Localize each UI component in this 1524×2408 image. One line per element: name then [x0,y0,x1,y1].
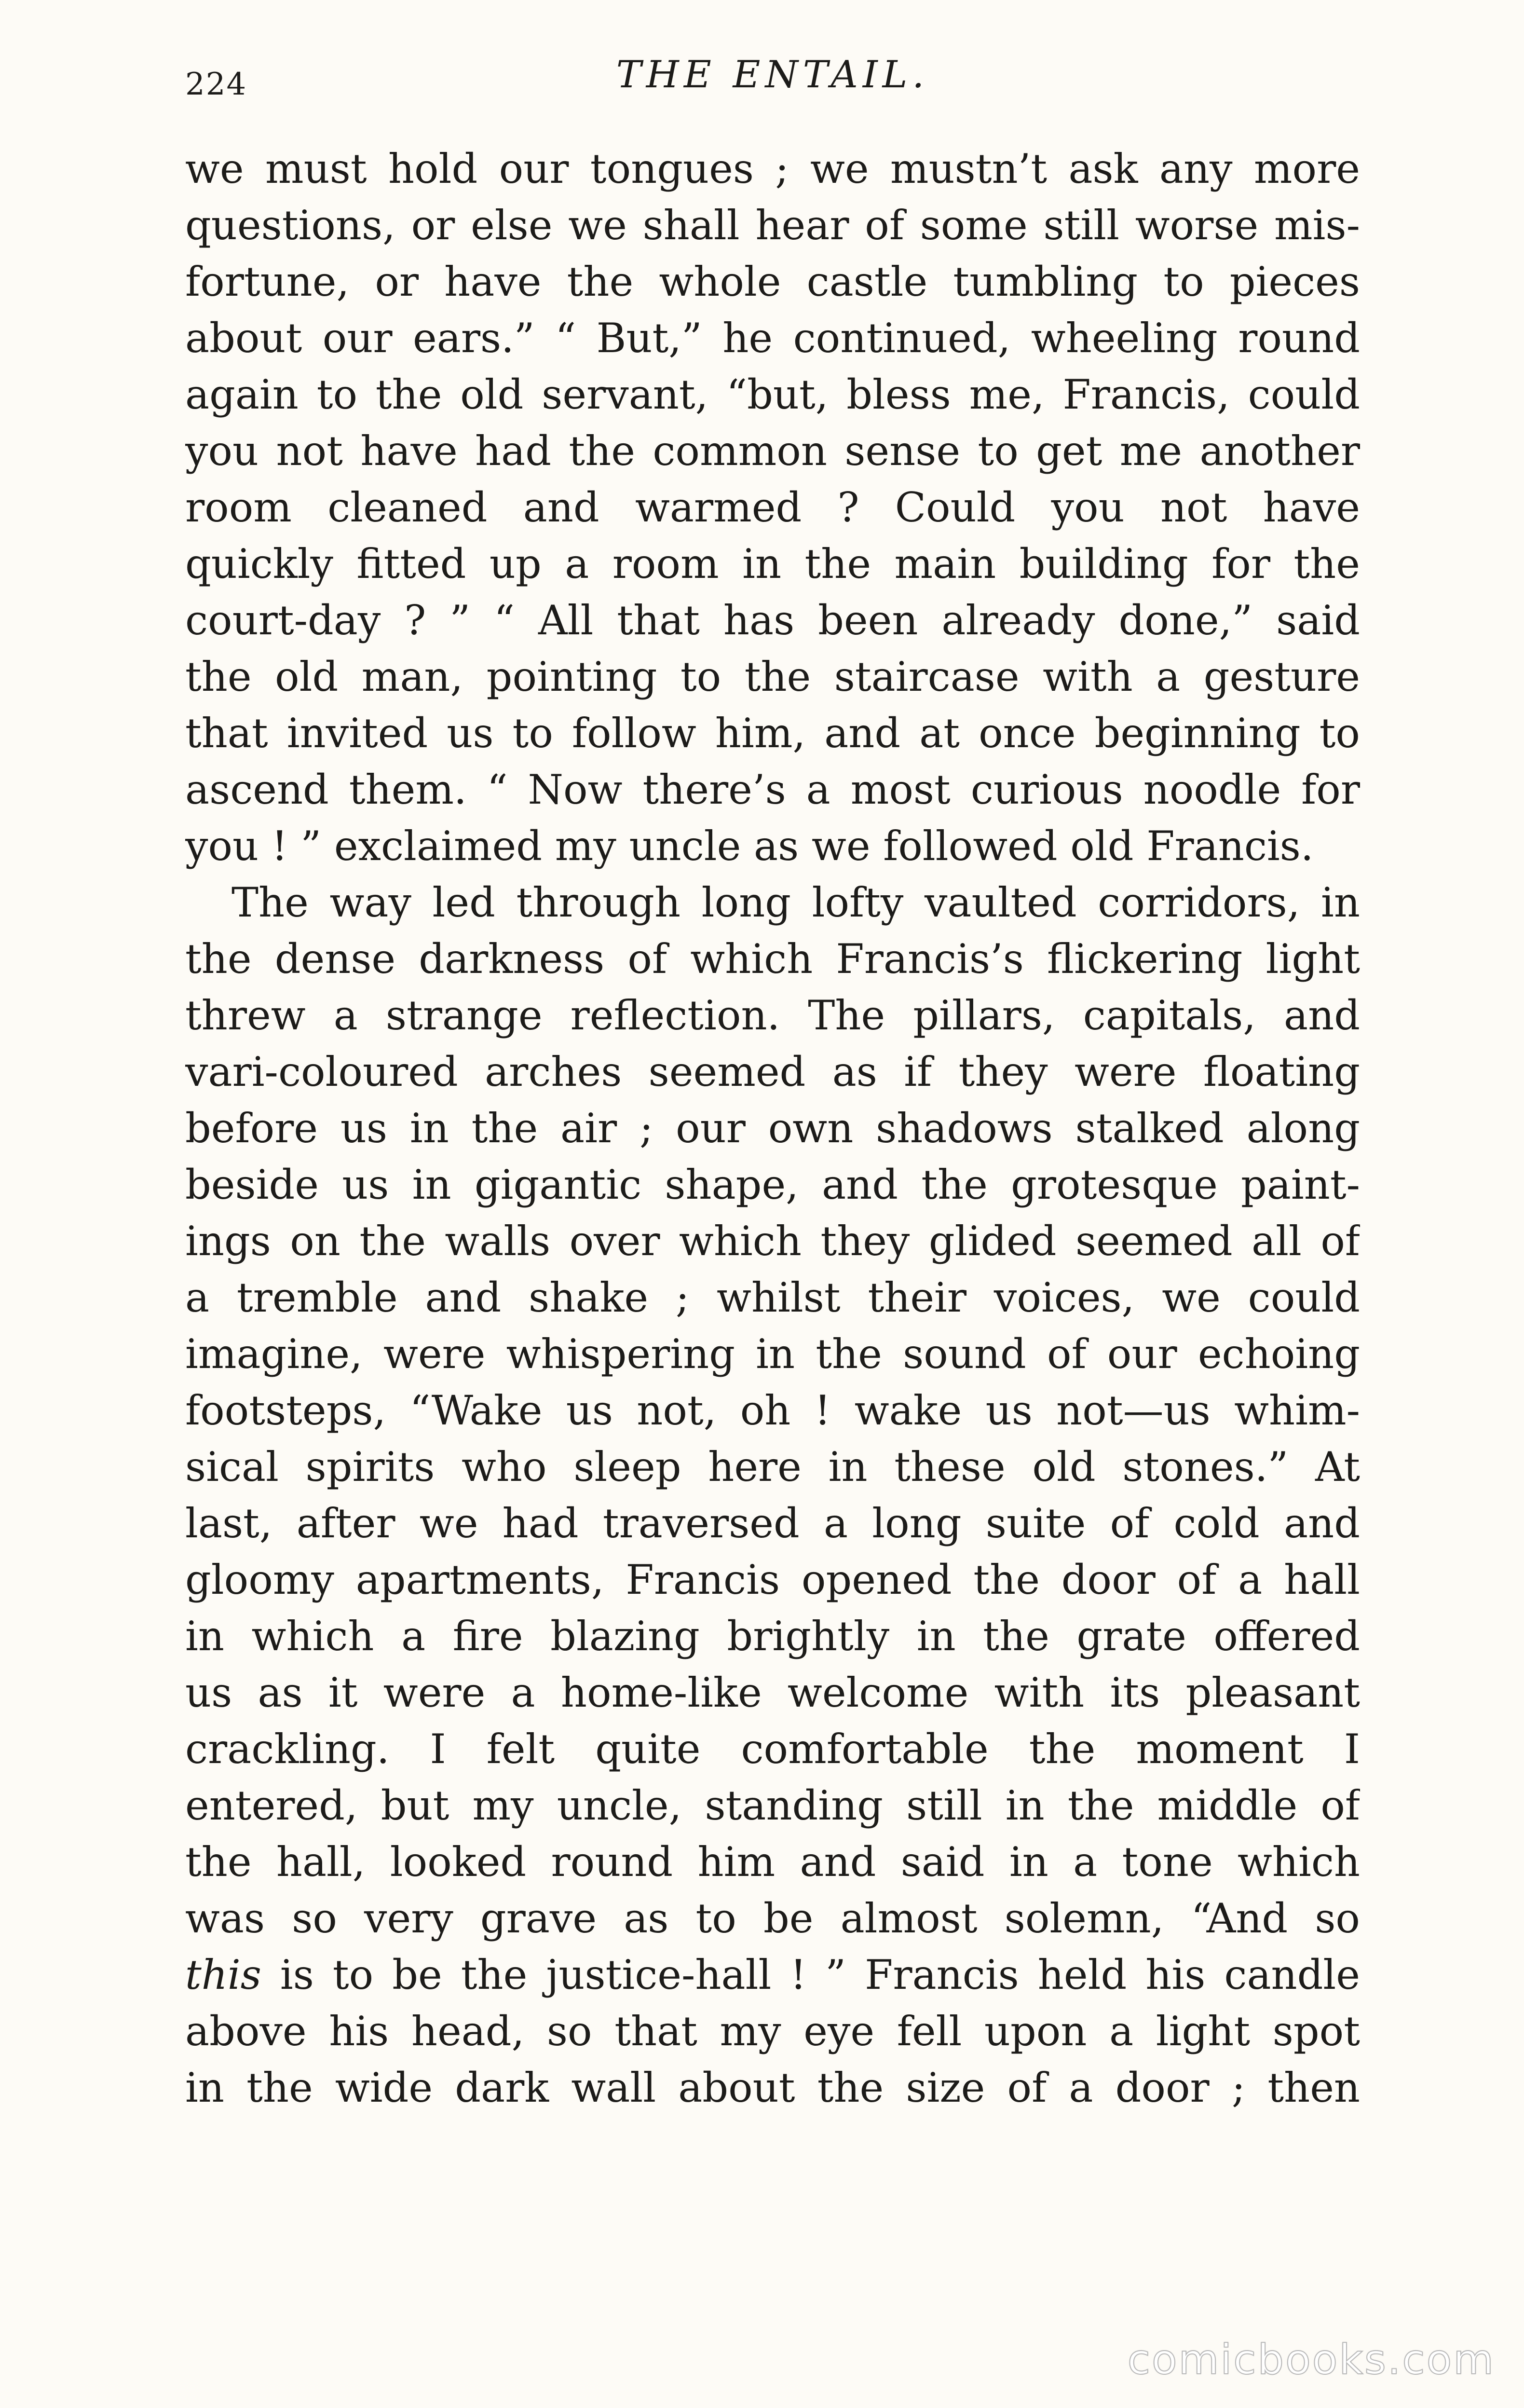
page-number: 224 [185,67,247,102]
text-line: above his head, so that my eye fell upon a light spot [185,2008,1360,2055]
body-text [185,141,1360,2116]
text-line: the dense darkness of which Francis’s flickering light [185,935,1360,983]
text-line: ings on the walls over which they glided seemed all of [185,1218,1360,1265]
text-line: us as it were a home-like welcome with its pleasant [185,1669,1360,1716]
text-line: quickly fitted up a room in the main building for the [185,540,1360,588]
page-header [185,53,1360,116]
paragraph-end-line: you ! ” exclaimed my uncle as we followed old Francis. [185,822,1314,870]
text-line: about our ears.” “ But,” he continued, wheeling round [185,315,1360,362]
text-line: imagine, were whispering in the sound of our echoing [185,1330,1360,1378]
text-line: sical spirits who sleep here in these old stones.” At [185,1443,1360,1491]
text-line: last, after we had traversed a long suite of cold and [185,1500,1360,1547]
text-line: entered, but my uncle, standing still in the middle of [185,1782,1360,1829]
text-line: the hall, looked round him and said in a tone which [185,1838,1360,1886]
text-line: room cleaned and warmed ? Could you not have [185,484,1360,531]
text-line: that invited us to follow him, and at once beginning to [185,710,1360,757]
text-line: beside us in gigantic shape, and the grotesque paint- [185,1161,1360,1208]
text-line: we must hold our tongues ; we mustn’t ask any more [185,145,1360,192]
text-line: vari-coloured arches seemed as if they were floating [185,1048,1360,1095]
text-line: footsteps, “Wake us not, oh ! wake us not—us whim- [185,1387,1360,1434]
text-line: before us in the air ; our own shadows stalked along [185,1105,1360,1152]
text-line: ascend them. “ Now there’s a most curious noodle for [185,766,1360,813]
watermark: comicbooks.com [1127,2336,1495,2384]
text-line: was so very grave as to be almost solemn, “And so [185,1895,1360,1942]
text-line: in which a fire blazing brightly in the grate offered [185,1613,1360,1660]
running-title: THE ENTAIL. [616,53,929,96]
text-line: gloomy apartments, Francis opened the door of a hall [185,1556,1360,1603]
text-line: a tremble and shake ; whilst their voices, we could [185,1274,1360,1321]
text-line: the old man, pointing to the staircase with a gesture [185,653,1360,700]
text-line: threw a strange reflection. The pillars, capitals, and [185,992,1360,1039]
text-line: again to the old servant, “but, bless me, Francis, could [185,371,1360,418]
text-line: this is to be the justice-hall ! ” Francis held his candle [185,1951,1360,1998]
text-line: in the wide dark wall about the size of a door ; then [185,2064,1360,2111]
paragraph-start-line: The way led through long lofty vaulted corridors, in [231,879,1360,926]
text-line: crackling. I felt quite comfortable the moment I [185,1725,1360,1773]
text-line: you not have had the common sense to get me another [185,427,1360,475]
text-line: fortune, or have the whole castle tumbling to pieces [185,258,1360,305]
emphasis: this [185,1951,261,1998]
text-line: questions, or else we shall hear of some still worse mis- [185,202,1360,249]
text-line: court-day ? ” “ All that has been already done,” said [185,597,1360,644]
